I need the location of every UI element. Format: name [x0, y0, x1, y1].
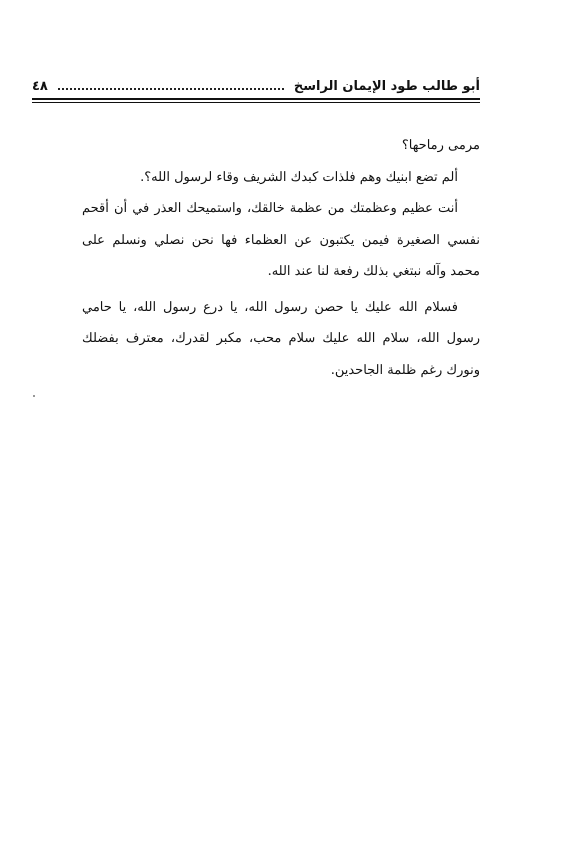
paragraph-2: ألم تضع ابنيك وهم فلذات كبدك الشريف وقاء لرسول الله؟.	[140, 169, 458, 185]
book-title: أبو طالب طود الإيمان الراسخ	[293, 79, 480, 94]
page-number: ٤٨	[32, 79, 48, 94]
leader-dots	[58, 88, 284, 90]
running-header	[32, 74, 480, 96]
paragraph-1: مرمى رماحها؟	[401, 138, 480, 153]
header-rule-thin	[32, 102, 480, 103]
margin-speck	[33, 395, 35, 397]
header-rule-thick	[32, 98, 480, 100]
paragraph-3: أنت عظيم وعظمتك من عظمة خالقك، واستميحك العذر في أن أقحم نفسي الصغيرة فيمن يكتبون عن العظماء فها نحن نصلي ونسلم على محمد وآله نبتغي بذلك رفعة لنا عند الله.	[82, 201, 480, 279]
paragraph-4: فسلام الله عليك يا حصن رسول الله، يا درع رسول الله، يا حامي رسول الله، سلام الله عليك سلام محب، مكبر لقدرك، معترف بفضلك ونورك رغم ظلمة الجاحدين.	[82, 299, 480, 378]
page-content	[82, 130, 480, 386]
